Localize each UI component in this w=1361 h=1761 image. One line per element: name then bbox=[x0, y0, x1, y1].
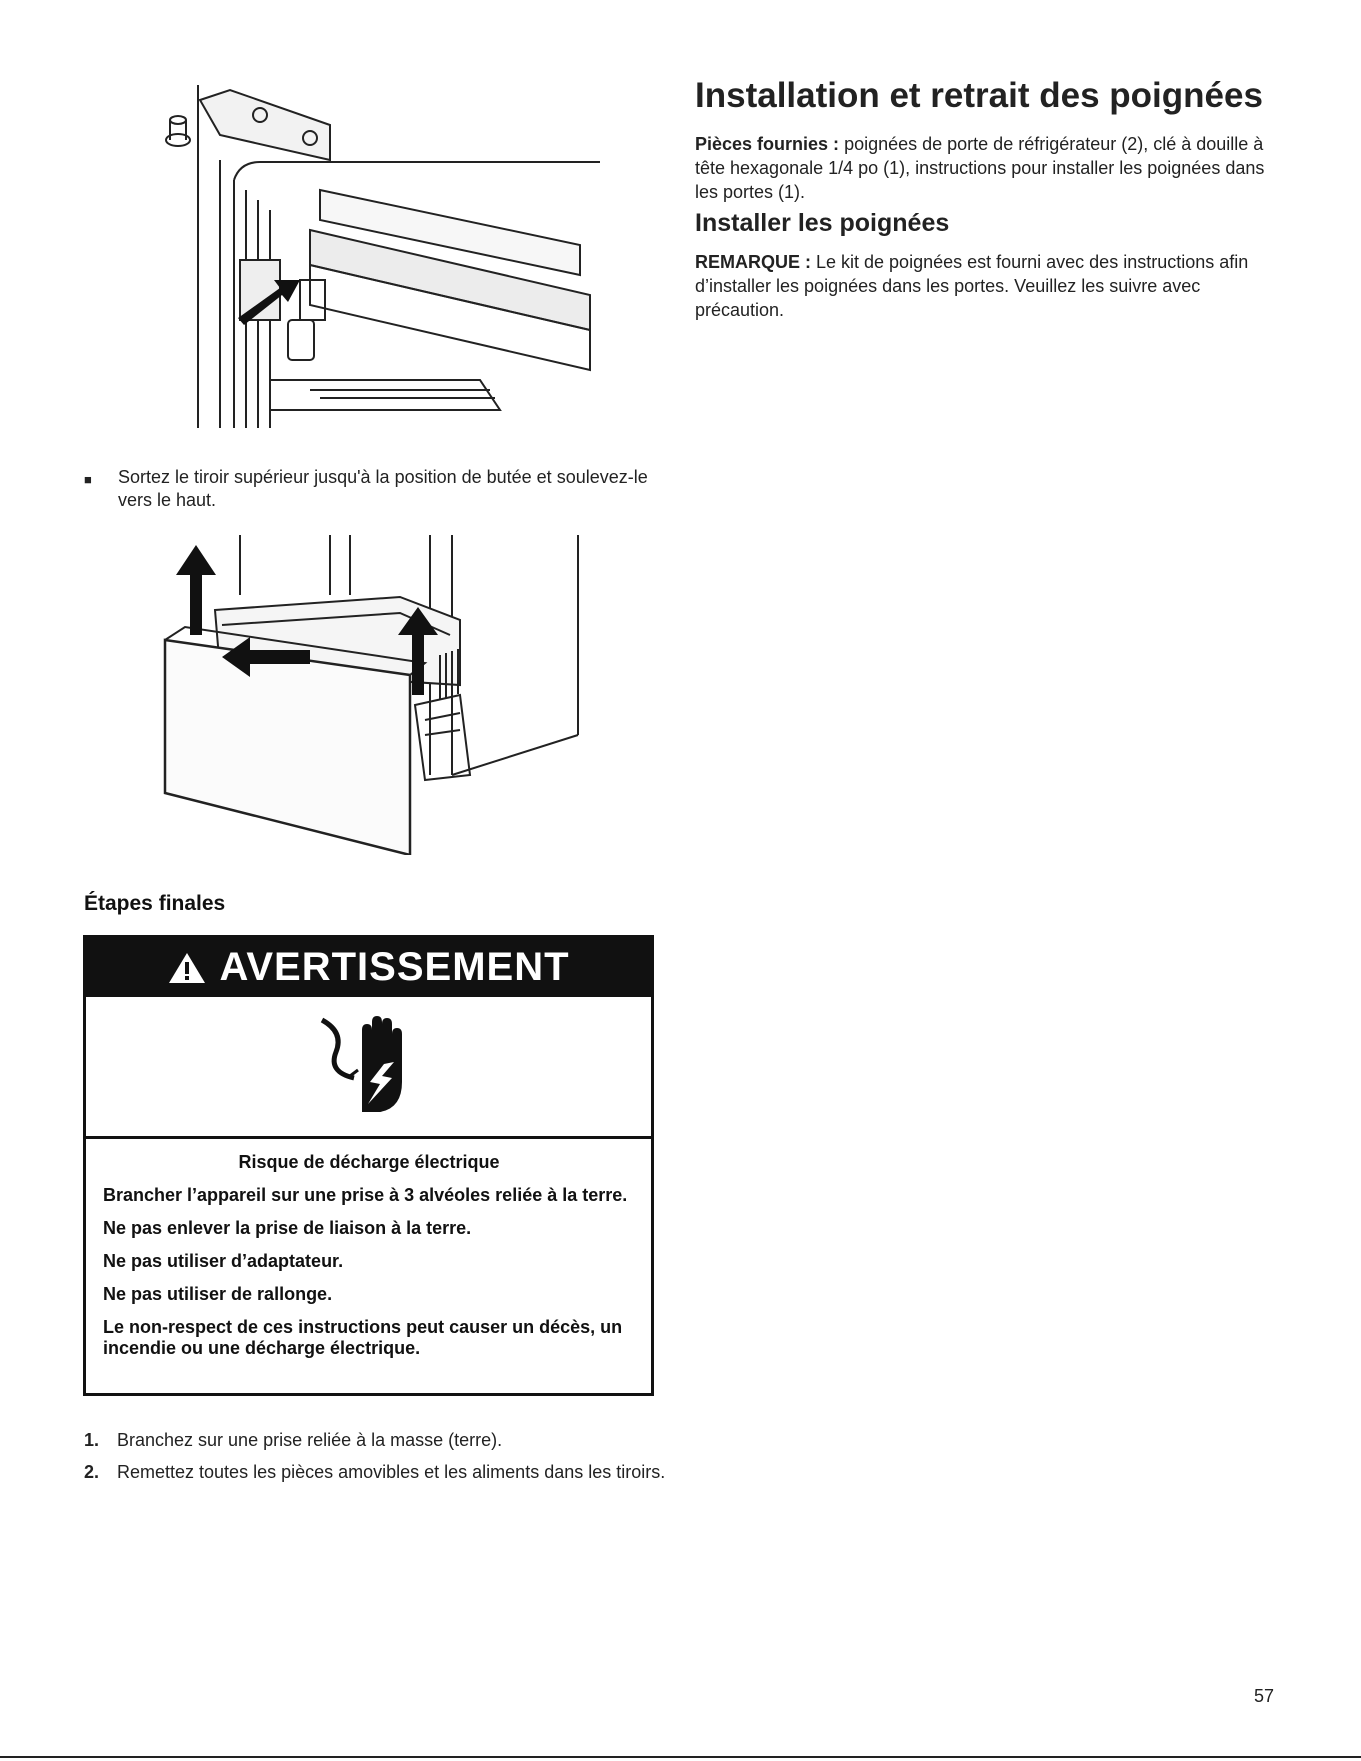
parts-text: poignées de porte de réfrigérateur (2), clé à douille à tête hexagonale 1/4 po (1), instructions pour installer les poignées dans les portes (1). bbox=[695, 134, 1265, 202]
step-item bbox=[84, 1429, 674, 1452]
bullet-mark: ■ bbox=[84, 472, 92, 487]
warning-line: Brancher l’appareil sur une prise à 3 alvéoles reliée à la terre. bbox=[103, 1185, 628, 1205]
warning-triangle-icon bbox=[167, 951, 207, 985]
warning-box bbox=[83, 935, 654, 1396]
warning-line: Ne pas enlever la prise de liaison à la terre. bbox=[103, 1218, 472, 1238]
note-paragraph bbox=[695, 250, 1275, 322]
subsection-title: Installer les poignées bbox=[695, 209, 950, 237]
step-number: 2. bbox=[84, 1462, 100, 1482]
bullet-text: Sortez le tiroir supérieur jusqu'à la position de butée et soulevez-le vers le haut. bbox=[118, 467, 648, 510]
warning-header-text: AVERTISSEMENT bbox=[219, 945, 570, 989]
electric-shock-hand-icon bbox=[314, 1012, 424, 1122]
page-title: Installation et retrait des poignées bbox=[695, 76, 1263, 115]
note-text: Le kit de poignées est fourni avec des instructions afin d’installer les poignées dans les portes. Veuillez les suivre avec précaution. bbox=[695, 252, 1249, 320]
warning-header bbox=[86, 938, 651, 997]
warning-icon-area bbox=[86, 997, 651, 1139]
step-text: Branchez sur une prise reliée à la masse (terre). bbox=[117, 1430, 503, 1450]
note-label: REMARQUE : bbox=[695, 252, 811, 272]
bottom-rule bbox=[0, 1756, 1361, 1758]
warning-line: Ne pas utiliser de rallonge. bbox=[103, 1284, 333, 1304]
hinge-illustration bbox=[160, 80, 600, 430]
parts-label: Pièces fournies : bbox=[695, 134, 840, 154]
warning-body bbox=[86, 1139, 651, 1359]
warning-line: Le non-respect de ces instructions peut causer un décès, un incendie ou une décharge électrique. bbox=[103, 1317, 623, 1358]
step-text: Remettez toutes les pièces amovibles et les aliments dans les tiroirs. bbox=[117, 1462, 666, 1482]
parts-paragraph bbox=[695, 132, 1275, 204]
steps-list bbox=[84, 1429, 674, 1493]
warning-line: Ne pas utiliser d’adaptateur. bbox=[103, 1251, 344, 1271]
instruction-bullet bbox=[84, 466, 664, 512]
drawer-illustration bbox=[160, 535, 590, 855]
page-number: 57 bbox=[1254, 1686, 1275, 1706]
section-title: Étapes finales bbox=[84, 892, 226, 915]
step-number: 1. bbox=[84, 1430, 100, 1450]
warning-risk-title: Risque de décharge électrique bbox=[238, 1152, 500, 1172]
step-item bbox=[84, 1461, 674, 1484]
